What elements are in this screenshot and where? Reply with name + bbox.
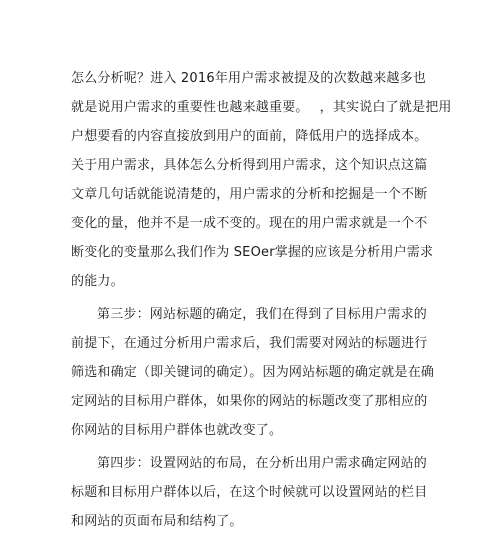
text-line-1: 怎么分析呢？进入 2016年用户需求被提及的次数越来越多也 (71, 71, 427, 86)
text-line-14: 第四步：设置网站的布局，在分析出用户需求确定网站的 (97, 456, 428, 471)
text-line-15: 标题和目标用户群体以后，在这个时候就可以设置网站的栏目 (71, 485, 428, 500)
text-line-16: 和网站的页面布局和结构了。 (71, 514, 243, 529)
text-line-4: 关于用户需求，具体怎么分析得到用户需求，这个知识点这篇 (71, 158, 428, 173)
text-line-10: 前提下，在通过分析用户需求后，我们需要对网站的标题进行 (71, 336, 428, 351)
text-line-6: 变化的量，他并不是一成不变的。现在的用户需求就是一个不 (71, 216, 428, 231)
text-line-12: 定网站的目标用户群体，如果你的网站的标题改变了那相应的 (71, 394, 428, 409)
text-line-7: 断变化的变量那么我们作为 SEOer掌握的应该是分析用户需求 (71, 245, 434, 260)
text-line-9: 第三步：网站标题的确定，我们在得到了目标用户需求的 (97, 307, 428, 322)
text-line-11: 筛选和确定（即关键词的确定）。因为网站标题的确定就是在确 (71, 365, 435, 380)
faint-watermark-strip (150, 508, 410, 518)
text-line-3: 户想要看的内容直接放到用户的面前，降低用户的选择成本。 (71, 129, 428, 144)
text-line-8: 的能力。 (71, 274, 124, 289)
text-line-5: 文章几句话就能说清楚的，用户需求的分析和挖掘是一个不断 (71, 187, 428, 202)
document-body (71, 64, 491, 536)
text-line-13: 你网站的目标用户群体也就改变了。 (71, 423, 283, 438)
text-line-2: 就是说用户需求的重要性也越来越重要。 ，其实说白了就是把用 (71, 100, 452, 115)
